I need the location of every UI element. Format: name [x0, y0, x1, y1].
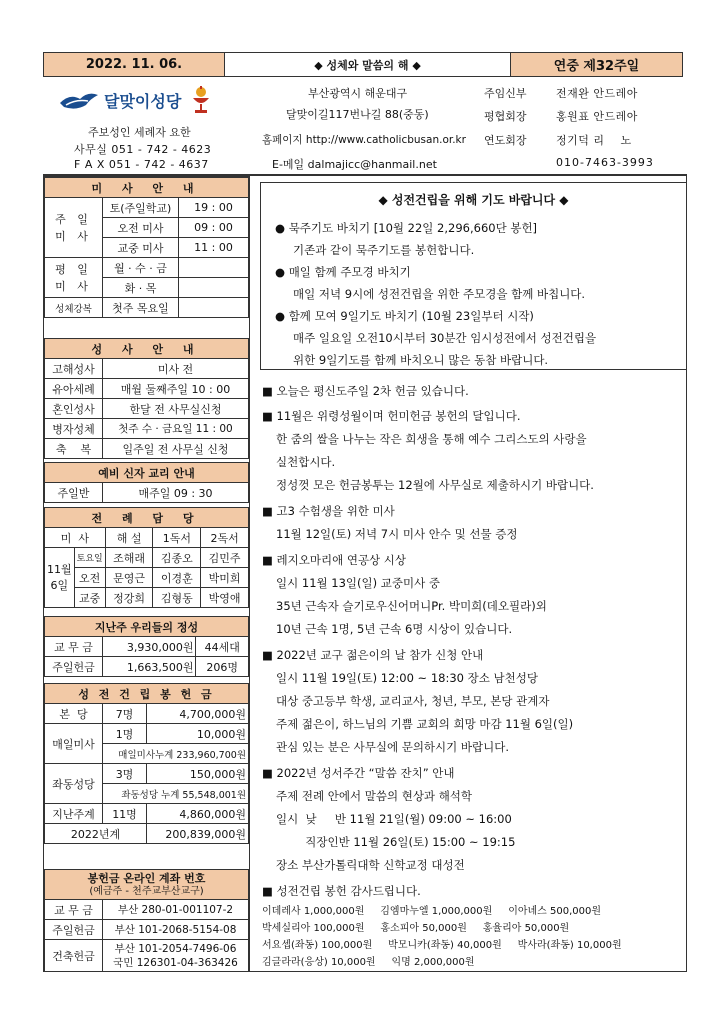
ministry-person: 정강희: [105, 588, 153, 608]
fund-name: 본 당: [45, 704, 103, 724]
empty-cell: [179, 298, 249, 318]
notice-body: 대상 중고등부 학생, 교리교사, 청년, 부모, 본당 관계자: [276, 694, 550, 708]
catechism-class: 주일반: [45, 483, 103, 503]
sacrament-value: 미사 전: [103, 359, 249, 379]
donor-line: 서요셉(좌동) 100,000원 박모니카(좌동) 40,000원 박사라(좌동) 10,000원: [262, 940, 622, 951]
mass-name: 교중 미사: [103, 238, 179, 258]
donor-line: 박세실리아 100,000원 홍소피아 50,000원 홍율리아 50,000원: [262, 923, 570, 934]
homepage-link[interactable]: 홈페이지 http://www.catholicbusan.or.kr: [262, 134, 466, 146]
catechism-table: [44, 462, 249, 503]
ministry-header: 해 설: [105, 528, 153, 548]
prayer-box: [260, 182, 687, 370]
account-number: 부산 101-2068-5154-08: [103, 920, 249, 940]
prayer-item-head: ● 매일 함께 주모경 바치기: [275, 265, 411, 279]
address-line-2: 달맞이길117번나길 88(중동): [286, 108, 429, 121]
fund-name: 좌동성당: [45, 764, 103, 804]
sacrament-name: 병자성체: [45, 419, 103, 439]
weekday-days: 화 · 목: [103, 278, 179, 298]
notice-body: 주제 전례 안에서 말씀의 현상과 해석학: [276, 789, 473, 803]
prayer-title: ◆ 성전건립을 위해 기도 바랍니다 ◆: [378, 193, 569, 207]
staff-name-1: 전재완 안드레아: [556, 87, 638, 100]
weekday-mass-label: 평 일 미 사: [45, 258, 103, 298]
fund-count: 7명: [103, 704, 147, 724]
ministry-header: 1독서: [153, 528, 201, 548]
prayer-item-body: 위한 9일기도를 함께 바치오니 많은 동참 바랍니다.: [293, 353, 549, 367]
mass-name: 토(주일학교): [103, 198, 179, 218]
offering-amount: 3,930,000원: [103, 637, 196, 657]
notice-head: ■ 2022년 교구 젊은이의 날 참가 신청 안내: [262, 648, 484, 662]
address-line-1: 부산광역시 해운대구: [308, 87, 408, 100]
accounts-title-text: 봉헌금 온라인 계좌 번호: [87, 871, 206, 885]
account-name: 교 무 금: [45, 900, 103, 920]
sacrament-name: 유아세례: [45, 379, 103, 399]
fund-amount: 200,839,000원: [147, 824, 249, 844]
offering-amount: 1,663,500원: [103, 657, 196, 677]
bottom-border: [43, 971, 687, 972]
sacrament-title: 성 사 안 내: [45, 339, 249, 359]
sacrament-value: 일주일 전 사무실 신청: [103, 439, 249, 459]
mass-title: 미 사 안 내: [45, 178, 249, 198]
notice-body: 일시 낮 반 11월 21일(월) 09:00 ~ 16:00: [276, 812, 512, 826]
notice-head: ■ 오늘은 평신도주일 2차 헌금 있습니다.: [262, 384, 469, 398]
prayer-items: [275, 217, 596, 371]
ministry-mass: 교중: [74, 588, 105, 608]
liturgical-week: 연중 제32주일: [511, 53, 682, 76]
account-number: 부산 101-2054-7496-06: [114, 942, 237, 955]
fund-count: 11명: [103, 804, 147, 824]
notice-head: ■ 고3 수험생을 위한 미사: [262, 504, 395, 518]
notice-body: 정성껏 모은 헌금봉투는 12월에 사무실로 제출하시기 바랍니다.: [276, 478, 594, 492]
email-address[interactable]: E-메일 dalmajicc@hanmail.net: [272, 158, 437, 171]
notice-body: 10년 근속 1명, 5년 근속 6명 시상이 있습니다.: [276, 622, 513, 636]
ministry-header: 미 사: [45, 528, 106, 548]
ministry-header: 2독서: [201, 528, 249, 548]
staff-role-3: 연도회장: [484, 134, 527, 147]
notice-body: 관심 있는 분은 사무실에 문의하시기 바랍니다.: [276, 740, 510, 754]
header-bar: [43, 52, 683, 77]
mass-time: 11 : 00: [179, 238, 249, 258]
prayer-item-body: 매주 일요일 오전10시부터 30분간 임시성전에서 성전건립을: [293, 331, 597, 345]
fund-name: 2022년계: [45, 824, 147, 844]
staff-role-2: 평협회장: [484, 110, 527, 123]
staff-name-3: 정기덕 리 노: [556, 134, 632, 147]
fund-name: 매일미사: [45, 724, 103, 764]
account-number: 부산 280-01-001107-2: [103, 900, 249, 920]
office-phone: 사무실 051 - 742 - 4623: [74, 143, 212, 156]
fund-name: 지난주계: [45, 804, 103, 824]
notice-body: 35년 근속자 슬기로우신어머니Pr. 박미희(데오필라)외: [276, 599, 547, 613]
accounts-subtitle: (예금주 - 천주교부산교구): [89, 885, 204, 897]
account-name: 주일헌금: [45, 920, 103, 940]
ministry-person: 김형동: [153, 588, 201, 608]
notice-head: ■ 레지오마리애 연공상 시상: [262, 553, 407, 567]
catechism-time: 매주일 09 : 30: [103, 483, 249, 503]
donor-line: 이데레사 1,000,000원 김엠마누엘 1,000,000원 이아녜스 500,000원: [262, 906, 602, 917]
sacrament-name: 고해성사: [45, 359, 103, 379]
offering-table: [44, 616, 249, 677]
offering-name: 주일헌금: [45, 657, 103, 677]
staff-role-1: 주임신부: [484, 87, 527, 100]
fund-count: 1명: [103, 724, 147, 744]
ministry-table: [44, 507, 249, 608]
adoration-label: 성체강복: [45, 298, 103, 318]
sacrament-name: 축 복: [45, 439, 103, 459]
donor-line: 김글라라(응상) 10,000원 익명 2,000,000원: [262, 957, 475, 968]
prayer-item-head: ● 묵주기도 바치기 [10월 22일 2,296,660단 봉헌]: [275, 221, 538, 235]
sacrament-value: 매월 둘째주일 10 : 00: [103, 379, 249, 399]
notice-body: 한 줌의 쌀을 나누는 작은 희생을 통해 예수 그리스도의 사랑을: [276, 432, 587, 446]
offering-count: 206명: [196, 657, 249, 677]
ministry-person: 조해래: [105, 548, 153, 568]
sacrament-name: 혼인성사: [45, 399, 103, 419]
church-logo: [58, 86, 238, 114]
notice-body: 실천합시다.: [276, 455, 336, 469]
notices: [262, 380, 686, 971]
prayer-item-head: ● 함께 모여 9일기도 바치기 (10월 23일부터 시작): [275, 309, 534, 323]
church-name: 달맞이성당: [104, 91, 182, 111]
ministry-mass: 토요일: [74, 548, 105, 568]
mass-name: 오전 미사: [103, 218, 179, 238]
offering-title: 지난주 우리들의 정성: [45, 617, 249, 637]
fund-amount: 10,000원: [147, 724, 249, 744]
ministry-person: 이경훈: [153, 568, 201, 588]
mass-time: 09 : 00: [179, 218, 249, 238]
notice-body: 일시 11월 13일(일) 교중미사 중: [276, 576, 440, 590]
ministry-date: 11월 6일: [45, 548, 75, 608]
prayer-item-body: 매일 저녁 9시에 성전건립을 위한 주모경을 함께 바칩니다.: [293, 287, 586, 301]
offering-count: 44세대: [196, 637, 249, 657]
staff-phone: 010-7463-3993: [556, 156, 654, 169]
notice-body: 주제 젊은이, 하느님의 기쁨 교회의 희망 마감 11월 6일(일): [276, 717, 574, 731]
catechism-title: 예비 신자 교리 안내: [45, 463, 249, 483]
weekday-days: 월 · 수 · 금: [103, 258, 179, 278]
patron-saint: 주보성인 세례자 요한: [88, 126, 191, 139]
sacrament-value: 한달 전 사무실신청: [103, 399, 249, 419]
notice-body: 11월 12일(토) 저녁 7시 미사 안수 및 선물 증정: [276, 527, 518, 541]
fund-total: 좌동성당 누계 55,548,001원: [103, 784, 249, 804]
chalice-icon: [189, 86, 213, 114]
office-fax: F A X 051 - 742 - 4637: [74, 158, 209, 171]
notice-body: 장소 부산가톨릭대학 신학교정 대성전: [276, 858, 465, 872]
notice-head: ■ 2022년 성서주간 “말씀 잔치” 안내: [262, 766, 455, 780]
dove-icon: [58, 89, 100, 111]
building-title: 성 전 건 립 봉 헌 금: [45, 684, 249, 704]
empty-cell: [179, 258, 249, 278]
bulletin-date: 2022. 11. 06.: [44, 53, 225, 76]
mass-schedule-table: [44, 177, 249, 318]
mass-time: 19 : 00: [179, 198, 249, 218]
fund-total: 매일미사누계 233,960,700원: [103, 744, 249, 764]
sacrament-table: [44, 338, 249, 459]
account-number: 국민 126301-04-363426: [113, 956, 238, 969]
ministry-person: 박영애: [201, 588, 249, 608]
ministry-person: 김민주: [201, 548, 249, 568]
prayer-item-body: 기존과 같이 묵주기도를 봉헌합니다.: [293, 243, 475, 257]
offering-name: 교 무 금: [45, 637, 103, 657]
adoration-day: 첫주 목요일: [103, 298, 179, 318]
notice-head: ■ 성전건립 봉헌 감사드립니다.: [262, 884, 421, 898]
ministry-person: 박미희: [201, 568, 249, 588]
sacrament-value: 첫주 수 · 금요일 11 : 00: [103, 419, 249, 439]
accounts-title: [45, 870, 249, 900]
fund-count: 3명: [103, 764, 147, 784]
right-border: [686, 176, 687, 972]
account-name: 건축헌금: [45, 940, 103, 972]
ministry-person: 김종오: [153, 548, 201, 568]
ministry-person: 문영근: [105, 568, 153, 588]
notice-head: ■ 11월은 위령성월이며 헌미헌금 봉헌의 달입니다.: [262, 409, 521, 423]
notice-body: 일시 11월 19일(토) 12:00 ~ 18:30 장소 남천성당: [276, 671, 538, 685]
empty-cell: [179, 278, 249, 298]
ministry-mass: 오전: [74, 568, 105, 588]
staff-name-2: 홍원표 안드레아: [556, 110, 638, 123]
fund-amount: 4,700,000원: [147, 704, 249, 724]
building-accounts: [103, 940, 249, 972]
building-fund-table: [44, 683, 249, 844]
ministry-title: 전 례 담 당: [45, 508, 249, 528]
sunday-mass-label: 주 일 미 사: [45, 198, 103, 258]
year-motto: ◆ 성체와 말씀의 해 ◆: [225, 53, 511, 76]
fund-amount: 4,860,000원: [147, 804, 249, 824]
accounts-table: [44, 869, 249, 972]
notice-body: 직장인반 11월 26일(토) 15:00 ~ 19:15: [276, 835, 516, 849]
fund-amount: 150,000원: [147, 764, 249, 784]
